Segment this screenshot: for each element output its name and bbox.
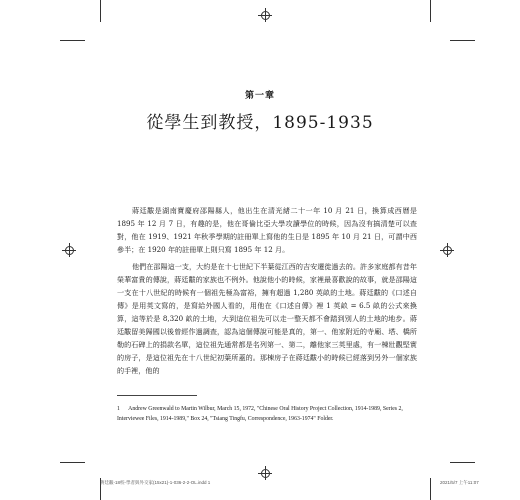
chapter-title: 從學生到教授，1895-1935 xyxy=(146,113,374,133)
crop-mark xyxy=(430,0,431,22)
crop-mark xyxy=(100,0,101,22)
paragraph-2: 他們在邵陽這一支，大約是在十七世紀下半葉從江西的吉安遷徙過去的。許多家庭都有昔年榮華富貴的傳說，蔣廷黻的家族也不例外。他說他小的時候，家裡最喜歡說的故事，就是邵陽這一支在十八世紀的時候有一個祖先極為富裕，擁有超過 1,280 英畝的土地。蔣廷黻的《口述自傳》是用英文寫的，是寫給外國人看的，用他在《口述自傳》裡 1 英畝 = 6.5 畝的公式來換算，這等於是 8,320 畝的土地，大到這位祖先可以走一整天都不會踏到別人的土地的地步。蔣廷黻留美歸國以後曾經作過調查，認為這個傳說可能是真的，第一、他家附近的寺廟、塔、橋所勒的石碑上的捐款名單，這位祖先通常都是名列第一、第二，離他家三英里處，有一棟壯觀堅實的房子，是這位祖先在十八世紀初葉所蓋的。那棟房子在蔣廷黻小的時候已經落到另外一個家族的手裡，他的 xyxy=(117,262,417,375)
printer-slug-left: 蔣廷黻-18校-學者與外交家(15x21)-1-036-2-2-OL.indd 1 xyxy=(100,480,211,485)
paragraph-1: 蔣廷黻是湖南寶慶府邵陽縣人，他出生在清光緒二十一年 10 月 21 日，換算成西曆是 1895 年 12 月 7 日，有趣的是，他在哥倫比亞大學攻讀學位的時候，因為沒有搞清楚可以查對，他在 1919、1921 年秋季學期的註冊單上寫他的生日是 1895 年 10 月 21 日，可謂中西參半；在 1920 年的註冊單上則只寫 1895 年 12 月。 xyxy=(117,206,417,254)
footnote-rule xyxy=(117,395,197,396)
registration-mark xyxy=(62,243,76,257)
chapter-label: 第一章 xyxy=(244,91,275,101)
footnote-number: 1 xyxy=(117,406,120,412)
crop-mark xyxy=(450,40,475,41)
registration-mark xyxy=(440,243,454,257)
printer-slug-right: 2021/5/7 上午11:07 xyxy=(440,480,479,485)
crop-mark xyxy=(60,40,85,41)
registration-mark xyxy=(258,8,272,22)
registration-mark xyxy=(258,466,272,480)
crop-mark xyxy=(430,478,431,500)
footnote-text: Andrew Greenwald to Martin Wilbur, March 15, 1972, "Chinese Oral History Project Collection, 1914-1989, Series 2, Interviewee Files, 1914-1989," Box 24, "Tsiang Tingfu, Correspondence, 1963-1974" Folder. xyxy=(117,406,403,422)
crop-mark xyxy=(450,462,475,463)
footnote xyxy=(117,404,417,424)
body-text xyxy=(117,204,417,377)
crop-mark xyxy=(60,462,85,463)
